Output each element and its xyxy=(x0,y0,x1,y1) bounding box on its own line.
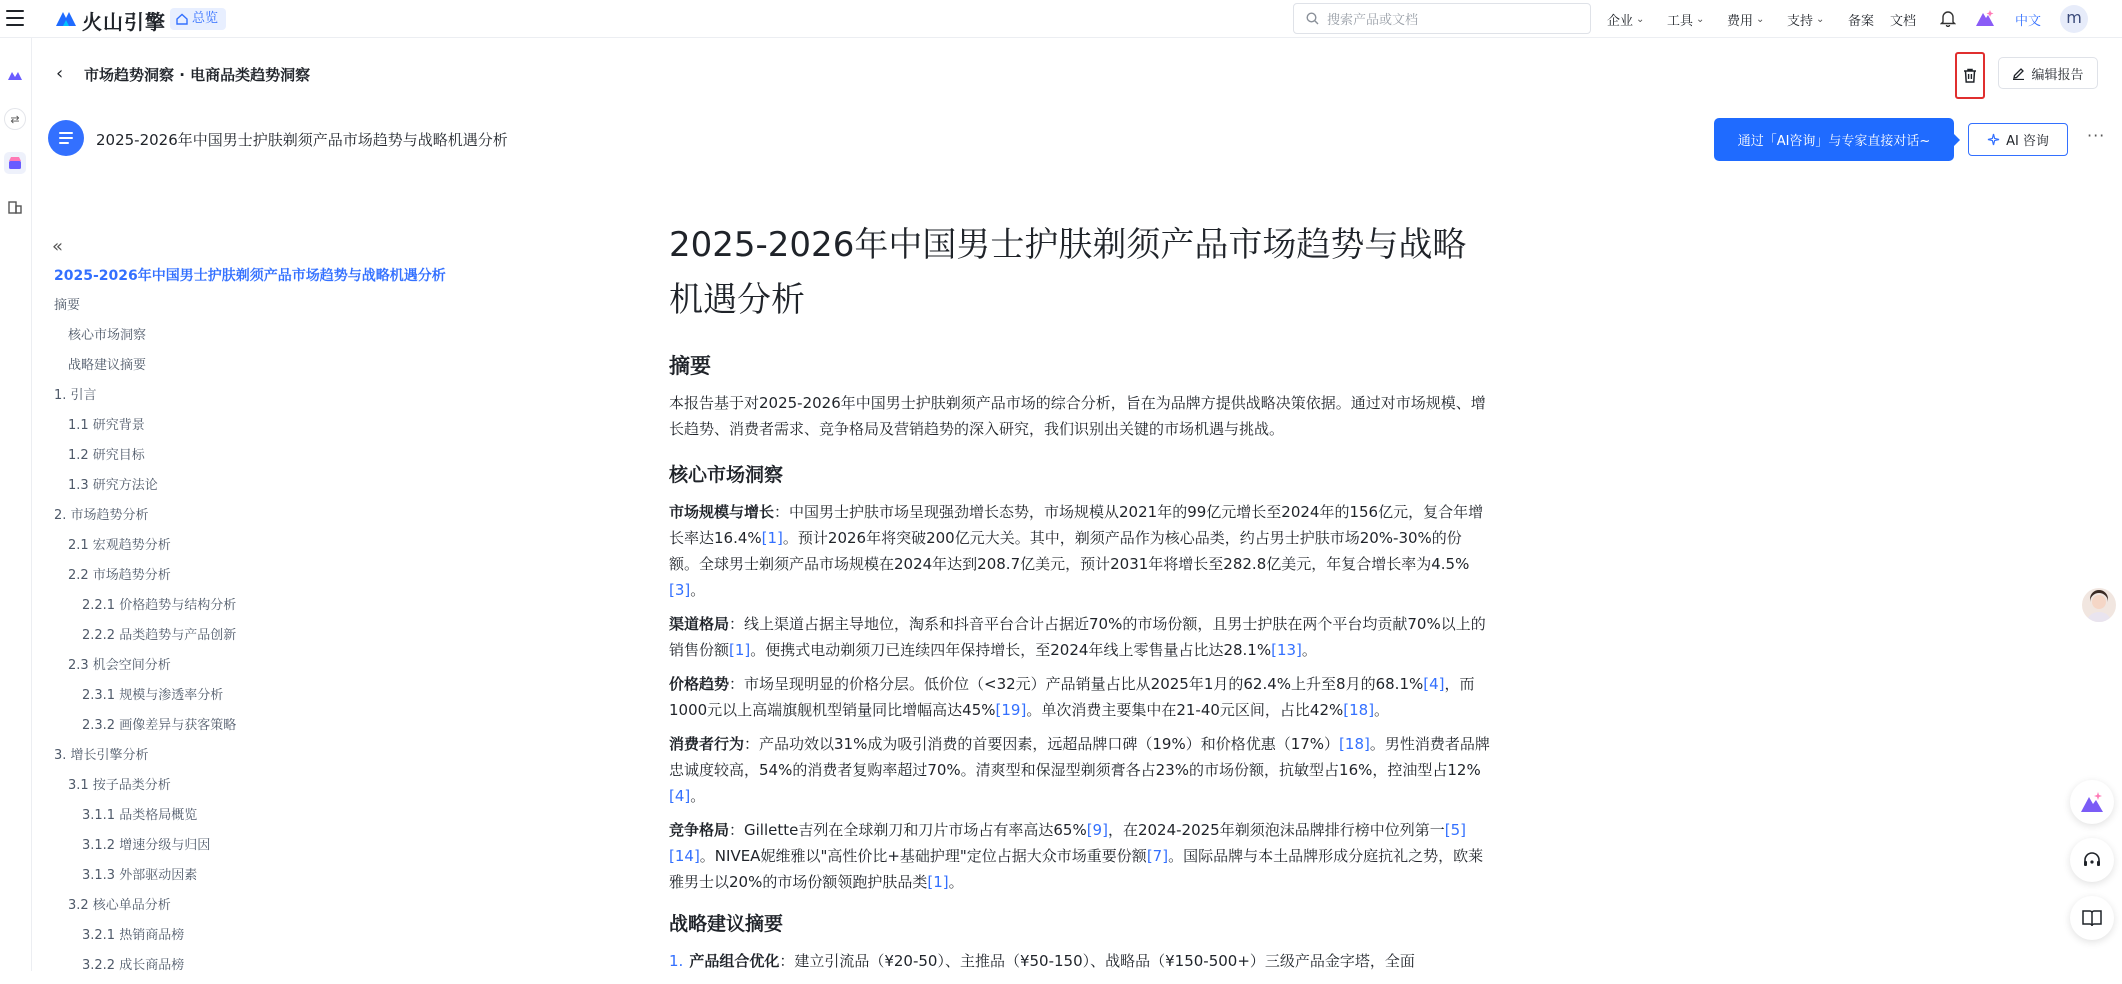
insight-paragraph xyxy=(669,731,1491,809)
citation-link[interactable]: [3] xyxy=(669,581,691,599)
insight-text: 。 xyxy=(1301,641,1317,659)
back-arrow-icon[interactable]: ‹ xyxy=(56,63,64,84)
overview-tag[interactable] xyxy=(170,8,226,30)
sparkle-icon[interactable] xyxy=(1975,9,1995,27)
ai-consult-label: AI 咨询 xyxy=(2006,134,2049,149)
citation-link[interactable]: [5][14] xyxy=(669,821,1466,865)
toc-item[interactable]: 3.1.2 增速分级与归因 xyxy=(82,838,211,853)
collapse-icon[interactable]: « xyxy=(52,236,64,257)
nav-tools[interactable] xyxy=(1667,10,1704,29)
nav-support[interactable] xyxy=(1787,10,1824,29)
toc-item[interactable]: 3. 增长引擎分析 xyxy=(54,748,149,763)
citation-link[interactable]: [18] xyxy=(1343,701,1375,719)
menu-icon[interactable] xyxy=(6,10,24,26)
toc-item[interactable]: 3.2 核心单品分析 xyxy=(68,898,171,913)
edit-report-label: 编辑报告 xyxy=(2031,67,2084,83)
citation-link[interactable]: [4] xyxy=(669,787,691,805)
citation-link[interactable]: [4] xyxy=(1423,675,1445,693)
nav-tools-label: 工具 xyxy=(1667,14,1694,29)
logo-text[interactable]: 火山引擎 xyxy=(82,10,166,34)
citation-link[interactable]: [7] xyxy=(1146,847,1169,865)
docs-button[interactable] xyxy=(2070,896,2114,940)
trash-icon xyxy=(1963,68,1977,83)
ai-sparkle-icon xyxy=(1987,133,2000,146)
ai-consult-button[interactable] xyxy=(1968,123,2068,156)
strategy-heading: 战略建议摘要 xyxy=(669,913,784,935)
citation-link[interactable]: [9] xyxy=(1086,821,1108,839)
app-logo-icon[interactable] xyxy=(4,64,26,86)
toc-item[interactable]: 1.2 研究目标 xyxy=(68,448,145,463)
overview-label: 总览 xyxy=(192,11,219,26)
insight-label: 竞争格局 xyxy=(669,821,730,839)
search-icon xyxy=(1306,12,1319,25)
insight-text: ：线上渠道占据主导地位，淘系和抖音平台合计占据近70%的市场份额，且男士护肤在两个平台均贡献70%以上的销售份额 xyxy=(669,615,1486,659)
citation-link[interactable]: [13] xyxy=(1271,641,1302,659)
chevron-down-icon: ⌄ xyxy=(1816,14,1825,25)
article-body xyxy=(669,218,1491,982)
edit-report-button[interactable] xyxy=(1998,57,2098,89)
insight-text: 。单次消费主要集中在21-40元区间，占比42% xyxy=(1026,701,1344,719)
toc-item[interactable]: 3.1.3 外部驱动因素 xyxy=(82,868,198,883)
nav-filing[interactable]: 备案 xyxy=(1848,14,1875,29)
insight-text: 。NIVEA妮维雅以"高性价比+基础护理"定位占据大众市场重要份额 xyxy=(699,847,1147,865)
summary-paragraph: 本报告基于对2025-2026年中国男士护肤剃须产品市场的综合分析，旨在为品牌方提供战略决策依据。通过对市场规模、增长趋势、消费者需求、竞争格局及营销趋势的深入研究，我们识别出关键的市场机遇与挑战。 xyxy=(669,394,1486,438)
insight-text: ，而1000元以上高端旗舰机型销量同比增幅高达45% xyxy=(669,675,1475,719)
switch-icon[interactable]: ⇄ xyxy=(4,108,26,130)
top-navigation-bar xyxy=(0,0,2122,38)
summary-heading: 摘要 xyxy=(669,354,711,378)
ai-assistant-icon xyxy=(2080,791,2104,813)
toc-item[interactable]: 摘要 xyxy=(54,298,81,313)
citation-link[interactable]: [18] xyxy=(1339,735,1370,753)
toc-item[interactable]: 3.1 按子品类分析 xyxy=(68,778,171,793)
toc-item[interactable]: 2.3.2 画像差异与获客策略 xyxy=(82,718,237,733)
insight-text: ：产品功效以31%成为吸引消费的首要因素，远超品牌口碑（19%）和价格优惠（17%） xyxy=(744,735,1340,753)
insight-text: ，在2024-2025年剃须泡沫品牌排行榜中位列第一 xyxy=(1107,821,1445,839)
search-placeholder: 搜索产品或文档 xyxy=(1327,13,1419,28)
toc-item[interactable]: 2.3.1 规模与渗透率分析 xyxy=(82,688,224,703)
nav-enterprise[interactable] xyxy=(1607,10,1644,29)
insight-text: 。 xyxy=(1374,701,1390,719)
toc-item[interactable]: 2.1 宏观趋势分析 xyxy=(68,538,171,553)
doc-list-icon xyxy=(48,120,84,156)
nav-enterprise-label: 企业 xyxy=(1607,14,1634,29)
insight-heading: 核心市场洞察 xyxy=(669,464,784,486)
insight-text: 。预计2026年将突破200亿元大关。其中，剃须产品作为核心品类，约占男士护肤市场20%-30%的份额。全球男士剃须产品市场规模在2024年达到208.7亿美元，预计2031年将增长至282.8亿美元，年复合增长率为4.5% xyxy=(669,529,1470,573)
ai-assistant-button[interactable] xyxy=(2070,780,2114,824)
assistant-avatar-icon[interactable] xyxy=(2082,588,2116,622)
strategy-label: 产品组合优化 xyxy=(689,952,780,970)
insight-label: 价格趋势 xyxy=(669,675,730,693)
insight-paragraph xyxy=(669,611,1491,663)
search-input[interactable] xyxy=(1293,3,1591,34)
page-title: 市场趋势洞察 · 电商品类趋势洞察 xyxy=(84,66,311,84)
headset-icon xyxy=(2082,850,2102,870)
strategy-text: ：建立引流品（¥20-50）、主推品（¥50-150）、战略品（¥150-500+）三级产品金字塔，全面 xyxy=(779,952,1415,970)
toc-item[interactable]: 3.1.1 品类格局概览 xyxy=(82,808,198,823)
toc-item[interactable]: 3.2.2 成长商品榜 xyxy=(82,958,185,973)
citation-link[interactable]: [1] xyxy=(927,873,949,891)
citation-link[interactable]: [1] xyxy=(761,529,783,547)
insight-paragraph xyxy=(669,671,1491,723)
insight-paragraph xyxy=(669,499,1491,603)
insight-list xyxy=(669,499,1491,895)
toc-item[interactable]: 3.2.1 热销商品榜 xyxy=(82,928,185,943)
building-icon[interactable] xyxy=(4,196,26,218)
insight-text: 。男性消费者品牌忠诚度较高，54%的消费者复购率超过70%。清爽型和保湿型剃须膏各占23%的市场份额，抗敏型占16%，控油型占12% xyxy=(669,735,1490,779)
nav-docs[interactable]: 文档 xyxy=(1890,14,1917,29)
customer-service-button[interactable] xyxy=(2070,838,2114,882)
strategy-item xyxy=(669,948,1491,974)
citation-link[interactable]: [1] xyxy=(729,641,751,659)
edit-icon xyxy=(2012,67,2025,80)
book-icon xyxy=(2082,909,2102,927)
insight-text: 。便携式电动剃须刀已连续四年保持增长，至2024年线上零售量占比达28.1% xyxy=(750,641,1272,659)
insight-label: 市场规模与增长 xyxy=(669,503,775,521)
ai-consult-tooltip: 通过「AI咨询」与专家直接对话~ xyxy=(1714,118,1954,161)
toc-item[interactable]: 战略建议摘要 xyxy=(68,358,147,373)
insight-label: 渠道格局 xyxy=(669,615,730,633)
insight-text: 。 xyxy=(690,787,706,805)
insight-text: ：中国男士护肤市场呈现强劲增长态势，市场规模从2021年的99亿元增长至2024年的156亿元，复合年增长率达16.4% xyxy=(669,503,1484,547)
store-icon[interactable] xyxy=(4,152,26,174)
nav-support-label: 支持 xyxy=(1787,14,1814,29)
insight-paragraph xyxy=(669,817,1491,895)
insight-text: ：市场呈现明显的价格分层。低价位（<32元）产品销量占比从2025年1月的62.4%上升至8月的68.1% xyxy=(729,675,1424,693)
toc-item[interactable]: 2. 市场趋势分析 xyxy=(54,508,149,523)
toc-item[interactable]: 2.2.2 品类趋势与产品创新 xyxy=(82,628,237,643)
insight-text: 。 xyxy=(948,873,964,891)
bell-icon[interactable] xyxy=(1940,10,1956,27)
language-switch[interactable]: 中文 xyxy=(2015,14,2042,29)
toc-item[interactable]: 1. 引言 xyxy=(54,388,97,403)
toc-item[interactable]: 1.3 研究方法论 xyxy=(68,478,158,493)
user-avatar-icon[interactable]: m xyxy=(2060,5,2088,33)
insight-text: 。国际品牌与本土品牌形成分庭抗礼之势，欧莱雅男士以20%的市场份额领跑护肤品类 xyxy=(669,847,1484,891)
table-of-contents xyxy=(54,264,574,984)
more-options-icon[interactable]: ··· xyxy=(2087,126,2106,145)
delete-button[interactable] xyxy=(1955,52,1985,99)
home-icon xyxy=(176,13,188,25)
chevron-down-icon: ⌄ xyxy=(1756,14,1765,25)
nav-billing-label: 费用 xyxy=(1727,14,1754,29)
left-rail xyxy=(0,38,32,971)
chevron-down-icon: ⌄ xyxy=(1696,14,1705,25)
citation-link[interactable]: [19] xyxy=(995,701,1027,719)
insight-text: ：Gillette吉列在全球剃刀和刀片市场占有率高达65% xyxy=(729,821,1087,839)
toc-item[interactable]: 1.1 研究背景 xyxy=(68,418,145,433)
article-title: 2025-2026年中国男士护肤剃须产品市场趋势与战略机遇分析 xyxy=(669,225,1467,320)
chevron-down-icon: ⌄ xyxy=(1636,14,1645,25)
nav-billing[interactable] xyxy=(1727,10,1764,29)
strategy-number: 1. xyxy=(669,952,684,970)
toc-item[interactable]: 2025-2026年中国男士护肤剃须产品市场趋势与战略机遇分析 xyxy=(54,268,446,284)
doc-title: 2025-2026年中国男士护肤剃须产品市场趋势与战略机遇分析 xyxy=(96,131,508,149)
logo-icon[interactable] xyxy=(54,8,78,28)
insight-label: 消费者行为 xyxy=(669,735,745,753)
toc-item[interactable]: 2.2.1 价格趋势与结构分析 xyxy=(82,598,237,613)
toc-item[interactable]: 2.3 机会空间分析 xyxy=(68,658,171,673)
toc-item[interactable]: 2.2 市场趋势分析 xyxy=(68,568,171,583)
insight-text: 。 xyxy=(690,581,706,599)
toc-item[interactable]: 核心市场洞察 xyxy=(68,328,147,343)
